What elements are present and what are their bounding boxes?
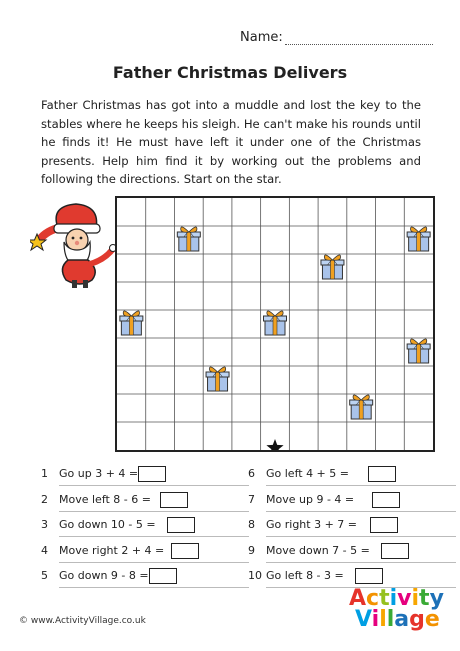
question-text: Go left 8 - 3 =	[266, 569, 344, 582]
question-10	[248, 566, 458, 586]
question-number: 7	[248, 492, 255, 506]
start-star-icon	[266, 439, 283, 450]
question-text: Go down 10 - 5 =	[59, 518, 156, 531]
logo-letter: v	[397, 586, 412, 611]
question-rule	[59, 511, 249, 512]
present-icon[interactable]	[177, 227, 200, 251]
question-number: 10	[248, 569, 262, 582]
name-label: Name:	[240, 30, 283, 45]
logo-letter: g	[409, 607, 425, 632]
logo-letter: i	[389, 586, 398, 611]
question-5	[41, 566, 251, 586]
question-text: Move left 8 - 6 =	[59, 492, 151, 506]
present-icon[interactable]	[206, 367, 229, 391]
treasure-grid	[115, 196, 435, 452]
logo-letter: e	[424, 607, 440, 632]
logo-letter: i	[411, 586, 420, 611]
question-number: 8	[248, 518, 255, 531]
question-number: 6	[248, 467, 255, 480]
question-text: Move up 9 - 4 =	[266, 492, 355, 506]
question-rule	[59, 536, 249, 537]
answer-box[interactable]	[138, 466, 166, 482]
answer-box[interactable]	[167, 517, 195, 533]
question-rule	[266, 562, 456, 563]
question-number: 5	[41, 569, 48, 582]
activity-village-logo	[349, 588, 444, 630]
intro-paragraph: Father Christmas has got into a muddle and lost the key to the stables where he keeps his sleigh. He can't make his rounds until he finds it! He must have left it under one of the Christmas presents. Help him find it by working out the problems and following the directions. Start on the star.	[41, 98, 421, 186]
question-2	[41, 490, 251, 510]
question-number: 4	[41, 543, 48, 557]
logo-letter: A	[349, 586, 367, 611]
grid-canvas	[117, 198, 433, 450]
logo-letter: l	[379, 607, 387, 632]
logo-line2	[349, 609, 444, 630]
question-rule	[266, 511, 456, 512]
logo-letter: V	[355, 607, 372, 632]
answer-box[interactable]	[171, 543, 199, 559]
question-text: Go up 3 + 4 =	[59, 467, 139, 480]
logo-letter: t	[419, 586, 430, 611]
logo-letter: l	[386, 607, 395, 632]
question-rule	[266, 536, 456, 537]
question-1	[41, 464, 251, 484]
present-icon[interactable]	[350, 395, 373, 419]
question-text: Go down 9 - 8 =	[59, 569, 149, 582]
question-8	[248, 515, 458, 535]
present-icon[interactable]	[264, 311, 287, 335]
logo-letter: t	[379, 586, 390, 611]
question-number: 1	[41, 467, 48, 480]
answer-box[interactable]	[355, 568, 383, 584]
page-title: Father Christmas Delivers	[112, 63, 348, 82]
question-text: Go right 3 + 7 =	[266, 518, 358, 531]
answer-box[interactable]	[370, 517, 398, 533]
question-4	[41, 541, 251, 561]
question-rule	[266, 485, 456, 486]
answer-box[interactable]	[160, 492, 188, 508]
question-number: 3	[41, 518, 48, 531]
question-number: 2	[41, 492, 48, 506]
question-number: 9	[248, 543, 255, 557]
question-rule	[59, 485, 249, 486]
footer-copyright: © www.ActivityVillage.co.uk	[19, 616, 146, 626]
name-line[interactable]	[285, 44, 433, 45]
logo-letter: a	[394, 607, 410, 632]
present-icon[interactable]	[120, 311, 143, 335]
question-6	[248, 464, 458, 484]
present-icon[interactable]	[321, 255, 344, 279]
logo-letter: y	[429, 586, 444, 611]
question-7	[248, 490, 458, 510]
present-icon[interactable]	[407, 339, 430, 363]
present-icon[interactable]	[407, 227, 430, 251]
question-rule	[59, 562, 249, 563]
answer-box[interactable]	[368, 466, 396, 482]
santa-illustration	[30, 198, 122, 290]
answer-box[interactable]	[149, 568, 177, 584]
question-9	[248, 541, 458, 561]
answer-box[interactable]	[372, 492, 400, 508]
question-rule	[59, 587, 249, 588]
question-text: Move down 7 - 5 =	[266, 543, 370, 557]
logo-line1	[349, 588, 444, 609]
question-3	[41, 515, 251, 535]
logo-letter: c	[366, 586, 380, 611]
question-text: Go left 4 + 5 =	[266, 467, 349, 480]
answer-box[interactable]	[381, 543, 409, 559]
question-text: Move right 2 + 4 =	[59, 543, 165, 557]
logo-letter: i	[371, 607, 380, 632]
